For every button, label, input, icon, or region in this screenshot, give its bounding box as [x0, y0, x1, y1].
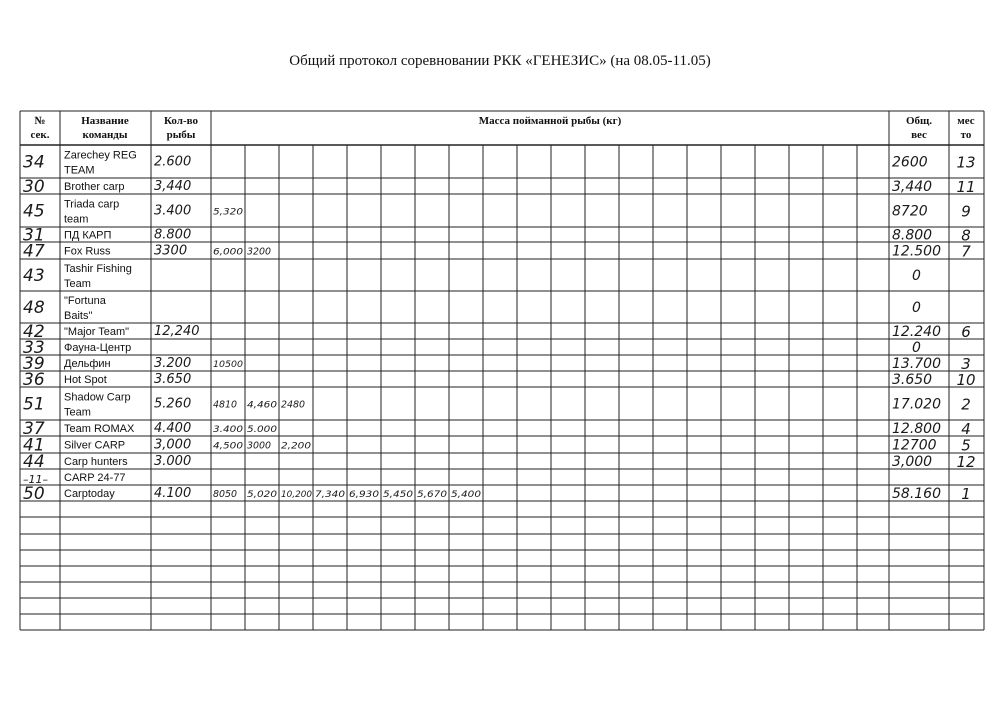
- row-total: 2600: [892, 154, 928, 171]
- row-catch: 8050: [213, 489, 237, 500]
- row-total: 0: [912, 300, 921, 316]
- row-place: 10: [956, 371, 976, 389]
- row-catch: 2.600: [154, 154, 192, 170]
- row-sector: 31: [23, 225, 45, 246]
- header-mass: Масса пойманной рыбы (кг): [478, 115, 622, 127]
- header-count: рыбы: [166, 129, 196, 141]
- row-place: 7: [961, 242, 971, 261]
- row-place: 3: [961, 355, 971, 373]
- row-total: 0: [912, 340, 921, 356]
- row-catch: 3.400: [154, 203, 192, 219]
- header-total: вес: [911, 129, 927, 141]
- row-sector: 39: [23, 354, 45, 374]
- row-catch: 7,340: [315, 490, 346, 500]
- header-team: команды: [82, 129, 128, 141]
- row-place: 8: [961, 226, 971, 245]
- row-total: 12.500: [892, 243, 941, 260]
- header-total: Общ.: [905, 115, 933, 127]
- row-place: 2: [961, 395, 971, 414]
- row-catch: 3.200: [154, 356, 192, 371]
- row-place: 9: [961, 202, 971, 221]
- row-sector: 33: [23, 338, 45, 358]
- row-catch: 10,200: [281, 490, 313, 500]
- table-header: [31, 115, 975, 141]
- row-total: 3,440: [892, 179, 933, 195]
- row-sector: –11–: [23, 473, 48, 486]
- row-catch: 4.100: [154, 486, 192, 501]
- row-sector: 50: [23, 484, 45, 504]
- row-catch: 3.650: [154, 372, 192, 387]
- row-total: 12.800: [892, 421, 941, 437]
- row-team-name: team: [64, 213, 89, 226]
- row-team-name: Фауна-Центр: [64, 342, 132, 354]
- row-catch: 5,450: [383, 490, 414, 500]
- protocol-title: Общий протокол соревновании РКК «ГЕНЕЗИС» (на 08.05-11.05): [289, 53, 711, 69]
- row-total: 17.020: [892, 396, 941, 413]
- row-total: 12700: [892, 437, 937, 454]
- row-total: 0: [912, 268, 921, 284]
- row-team-name: Zarechey REG: [64, 149, 137, 162]
- table-row: [23, 263, 921, 290]
- header-sector: №: [34, 115, 46, 127]
- row-team-name: Brother carp: [64, 181, 125, 193]
- row-team-name: Carptoday: [64, 488, 115, 500]
- row-team-name: Shadow Carp: [64, 391, 131, 404]
- row-sector: 42: [23, 322, 45, 342]
- row-total: 13.700: [892, 356, 941, 372]
- row-catch: 3300: [154, 243, 188, 259]
- row-catch: 3000: [247, 440, 271, 452]
- row-total: 3,000: [892, 454, 933, 470]
- table-body: [23, 150, 976, 505]
- row-sector: 36: [23, 370, 45, 390]
- row-team-name: CARP 24-77: [64, 472, 126, 484]
- header-count: Кол-во: [164, 115, 198, 127]
- row-catch: 3.400: [213, 425, 244, 435]
- row-sector: 41: [23, 435, 45, 456]
- row-team-name: Silver CARP: [64, 439, 126, 452]
- row-catch: 5,400: [451, 490, 482, 500]
- header-team: Название: [81, 115, 129, 127]
- row-team-name: "Fortuna: [64, 295, 106, 307]
- row-catch: 4,460: [247, 400, 278, 411]
- table-row: [23, 392, 971, 419]
- row-total: 3.650: [892, 372, 933, 388]
- row-catch: 6,000: [213, 247, 244, 258]
- row-place: 4: [961, 420, 971, 438]
- table-row: [23, 199, 971, 226]
- row-sector: 44: [23, 452, 45, 472]
- row-catch: 5.260: [154, 396, 192, 412]
- row-team-name: Fox Russ: [64, 245, 111, 258]
- row-sector: 45: [23, 201, 45, 222]
- table-row: [23, 150, 976, 177]
- row-place: 13: [956, 153, 976, 172]
- row-place: 1: [961, 485, 971, 503]
- row-total: 12.240: [892, 324, 941, 340]
- row-sector: 43: [23, 266, 45, 286]
- row-team-name: Team: [64, 406, 91, 419]
- row-team-name: Baits": [64, 310, 93, 322]
- row-team-name: Team ROMAX: [64, 423, 135, 435]
- row-team-name: Hot Spot: [64, 374, 107, 386]
- row-catch: 3200: [247, 246, 271, 258]
- row-team-name: Tashir Fishing: [64, 263, 132, 275]
- row-catch: 6,930: [349, 490, 380, 500]
- header-place: то: [960, 129, 972, 141]
- row-total: 8.800: [892, 227, 933, 244]
- row-sector: 34: [23, 152, 45, 173]
- row-catch: 5,670: [417, 490, 448, 500]
- row-sector: 48: [23, 298, 45, 318]
- row-catch: 2480: [281, 399, 305, 411]
- row-sector: 30: [23, 177, 45, 197]
- row-team-name: "Major Team": [64, 326, 130, 338]
- row-total: 8720: [892, 203, 928, 220]
- row-catch: 2,200: [281, 441, 312, 452]
- row-catch: 4,500: [213, 441, 244, 452]
- row-place: 6: [961, 323, 971, 341]
- row-catch: 12,240: [154, 324, 200, 339]
- row-sector: 51: [23, 394, 45, 415]
- row-catch: 5,020: [247, 490, 278, 500]
- row-team-name: TEAM: [64, 164, 95, 177]
- row-total: 58.160: [892, 486, 941, 502]
- row-catch: 4810: [213, 399, 237, 411]
- row-team-name: Team: [64, 278, 91, 290]
- row-catch: 3,440: [154, 179, 192, 194]
- row-catch: 5.000: [247, 425, 278, 435]
- row-catch: 8.800: [154, 227, 192, 243]
- row-catch: 4.400: [154, 421, 192, 436]
- row-catch: 10500: [213, 360, 244, 370]
- row-catch: 5,320: [213, 207, 244, 218]
- row-catch: 3.000: [154, 454, 192, 469]
- header-place: мес: [957, 115, 975, 127]
- row-catch: 3,000: [154, 437, 192, 453]
- row-sector: 37: [23, 419, 45, 439]
- row-team-name: Triada carp: [64, 198, 120, 211]
- row-place: 12: [956, 453, 976, 471]
- row-place: 11: [956, 178, 976, 196]
- row-team-name: Дельфин: [64, 358, 111, 370]
- row-place: 5: [961, 436, 971, 455]
- header-sector: сек.: [30, 129, 50, 141]
- table-row: [23, 295, 921, 322]
- row-team-name: ПД КАРП: [64, 229, 112, 242]
- row-team-name: Carp hunters: [64, 456, 128, 468]
- row-sector: 47: [23, 241, 45, 262]
